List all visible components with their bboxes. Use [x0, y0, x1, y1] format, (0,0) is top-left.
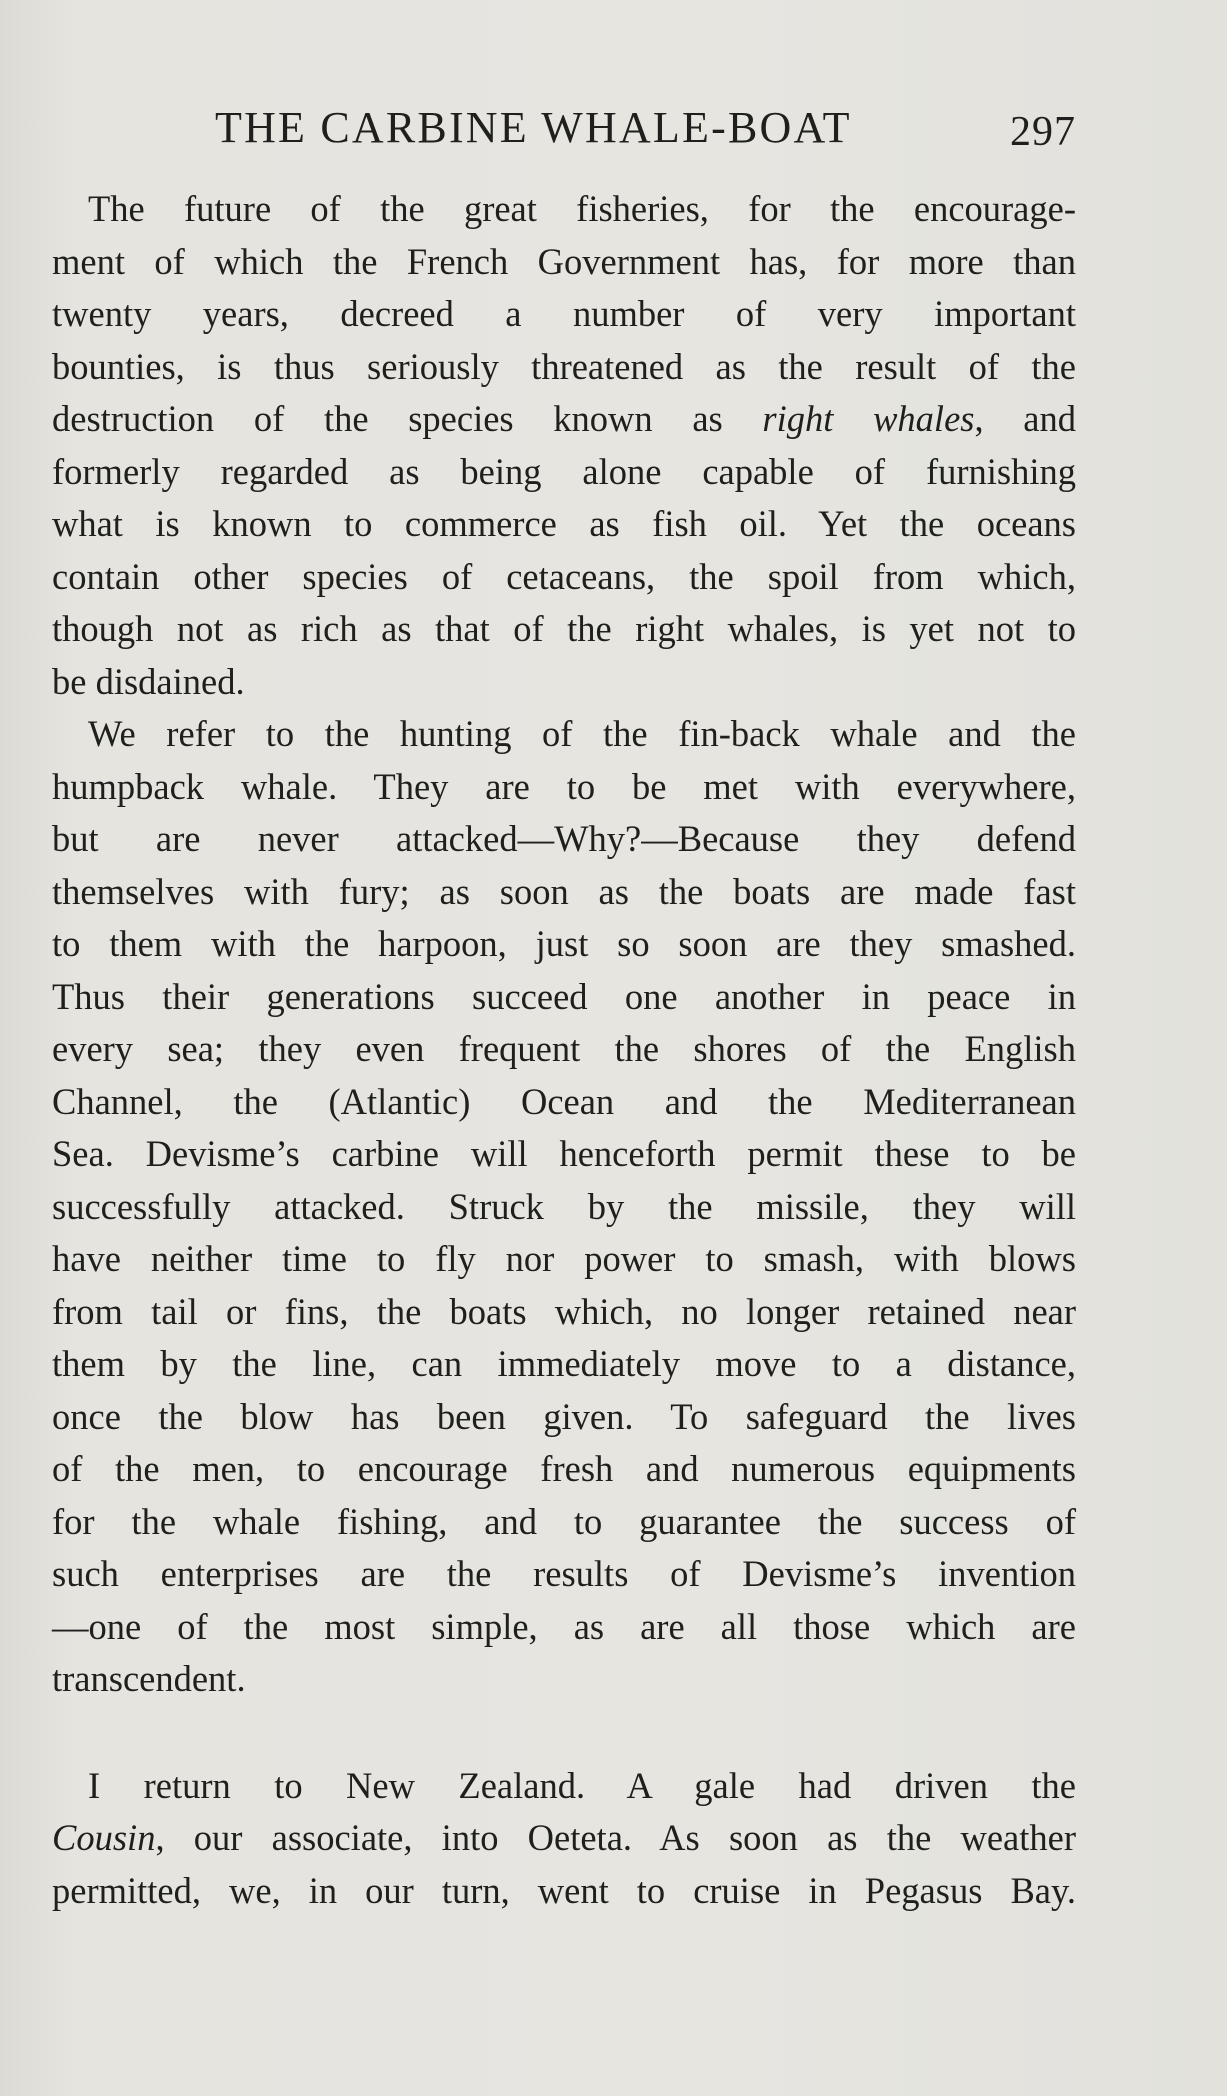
text-line: The future of the great fisheries, for the encourage-: [88, 188, 1076, 229]
text-line: bounties, is thus seriously threatened as the result of the: [52, 345, 1076, 387]
text-line: contain other species of cetaceans, the spoil from which,: [52, 555, 1076, 597]
text-line: ment of which the French Government has, for more than: [52, 240, 1076, 282]
body-text: [52, 183, 1076, 1917]
text-line: Thus their generations succeed one another in peace in: [52, 975, 1076, 1017]
text-line: destruction of the species known as right whales, and: [52, 398, 1076, 439]
text-line: Channel, the (Atlantic) Ocean and the Mediterranean: [52, 1080, 1076, 1122]
text-line: every sea; they even frequent the shores of the English: [52, 1028, 1076, 1069]
text-line: We refer to the hunting of the fin-back whale and the: [88, 713, 1076, 754]
text-line: I return to New Zealand. A gale had driven the: [88, 1764, 1076, 1806]
paragraph: [52, 708, 1076, 1706]
text-line: successfully attacked. Struck by the missile, they will: [52, 1185, 1076, 1227]
text-line: such enterprises are the results of Devisme’s invention: [52, 1553, 1076, 1594]
running-head: [50, 96, 1100, 160]
text-line: Cousin, our associate, into Oeteta. As soon as the weather: [52, 1817, 1076, 1858]
text-line: Sea. Devisme’s carbine will henceforth permit these to be: [52, 1133, 1076, 1174]
text-line: —one of the most simple, as are all those which are: [52, 1605, 1076, 1647]
text-line: them by the line, can immediately move to a distance,: [52, 1343, 1076, 1384]
text-line: have neither time to fly nor power to smash, with blows: [52, 1238, 1076, 1279]
text-line: to them with the harpoon, just so soon are they smashed.: [52, 923, 1076, 964]
text-line: once the blow has been given. To safeguard the lives: [52, 1395, 1076, 1437]
text-line: transcendent.: [52, 1658, 246, 1699]
paragraph: [52, 1760, 1076, 1918]
text-line: of the men, to encourage fresh and numerous equipments: [52, 1448, 1076, 1489]
paragraph: [52, 183, 1076, 708]
text-line: for the whale fishing, and to guarantee the success of: [52, 1500, 1076, 1542]
section-gap: [52, 1706, 1076, 1760]
text-line: though not as rich as that of the right whales, is yet not to: [52, 608, 1076, 649]
text-line: themselves with fury; as soon as the boats are made fast: [52, 870, 1076, 912]
italic-term: Cousin: [52, 1817, 156, 1858]
text-line: humpback whale. They are to be met with everywhere,: [52, 765, 1076, 807]
text-line: be disdained.: [52, 660, 245, 702]
text-line: what is known to commerce as fish oil. Yet the oceans: [52, 503, 1076, 544]
page-number: 297: [1010, 109, 1076, 155]
text-line: but are never attacked—Why?—Because they defend: [52, 818, 1076, 859]
text-line: twenty years, decreed a number of very important: [52, 293, 1076, 334]
text-line: permitted, we, in our turn, went to cruise in Pegasus Bay.: [52, 1869, 1076, 1911]
italic-term: right whales: [762, 398, 975, 439]
running-title: THE CARBINE WHALE-BOAT: [215, 103, 852, 152]
text-line: formerly regarded as being alone capable of furnishing: [52, 450, 1076, 492]
text-line: from tail or fins, the boats which, no longer retained near: [52, 1290, 1076, 1332]
